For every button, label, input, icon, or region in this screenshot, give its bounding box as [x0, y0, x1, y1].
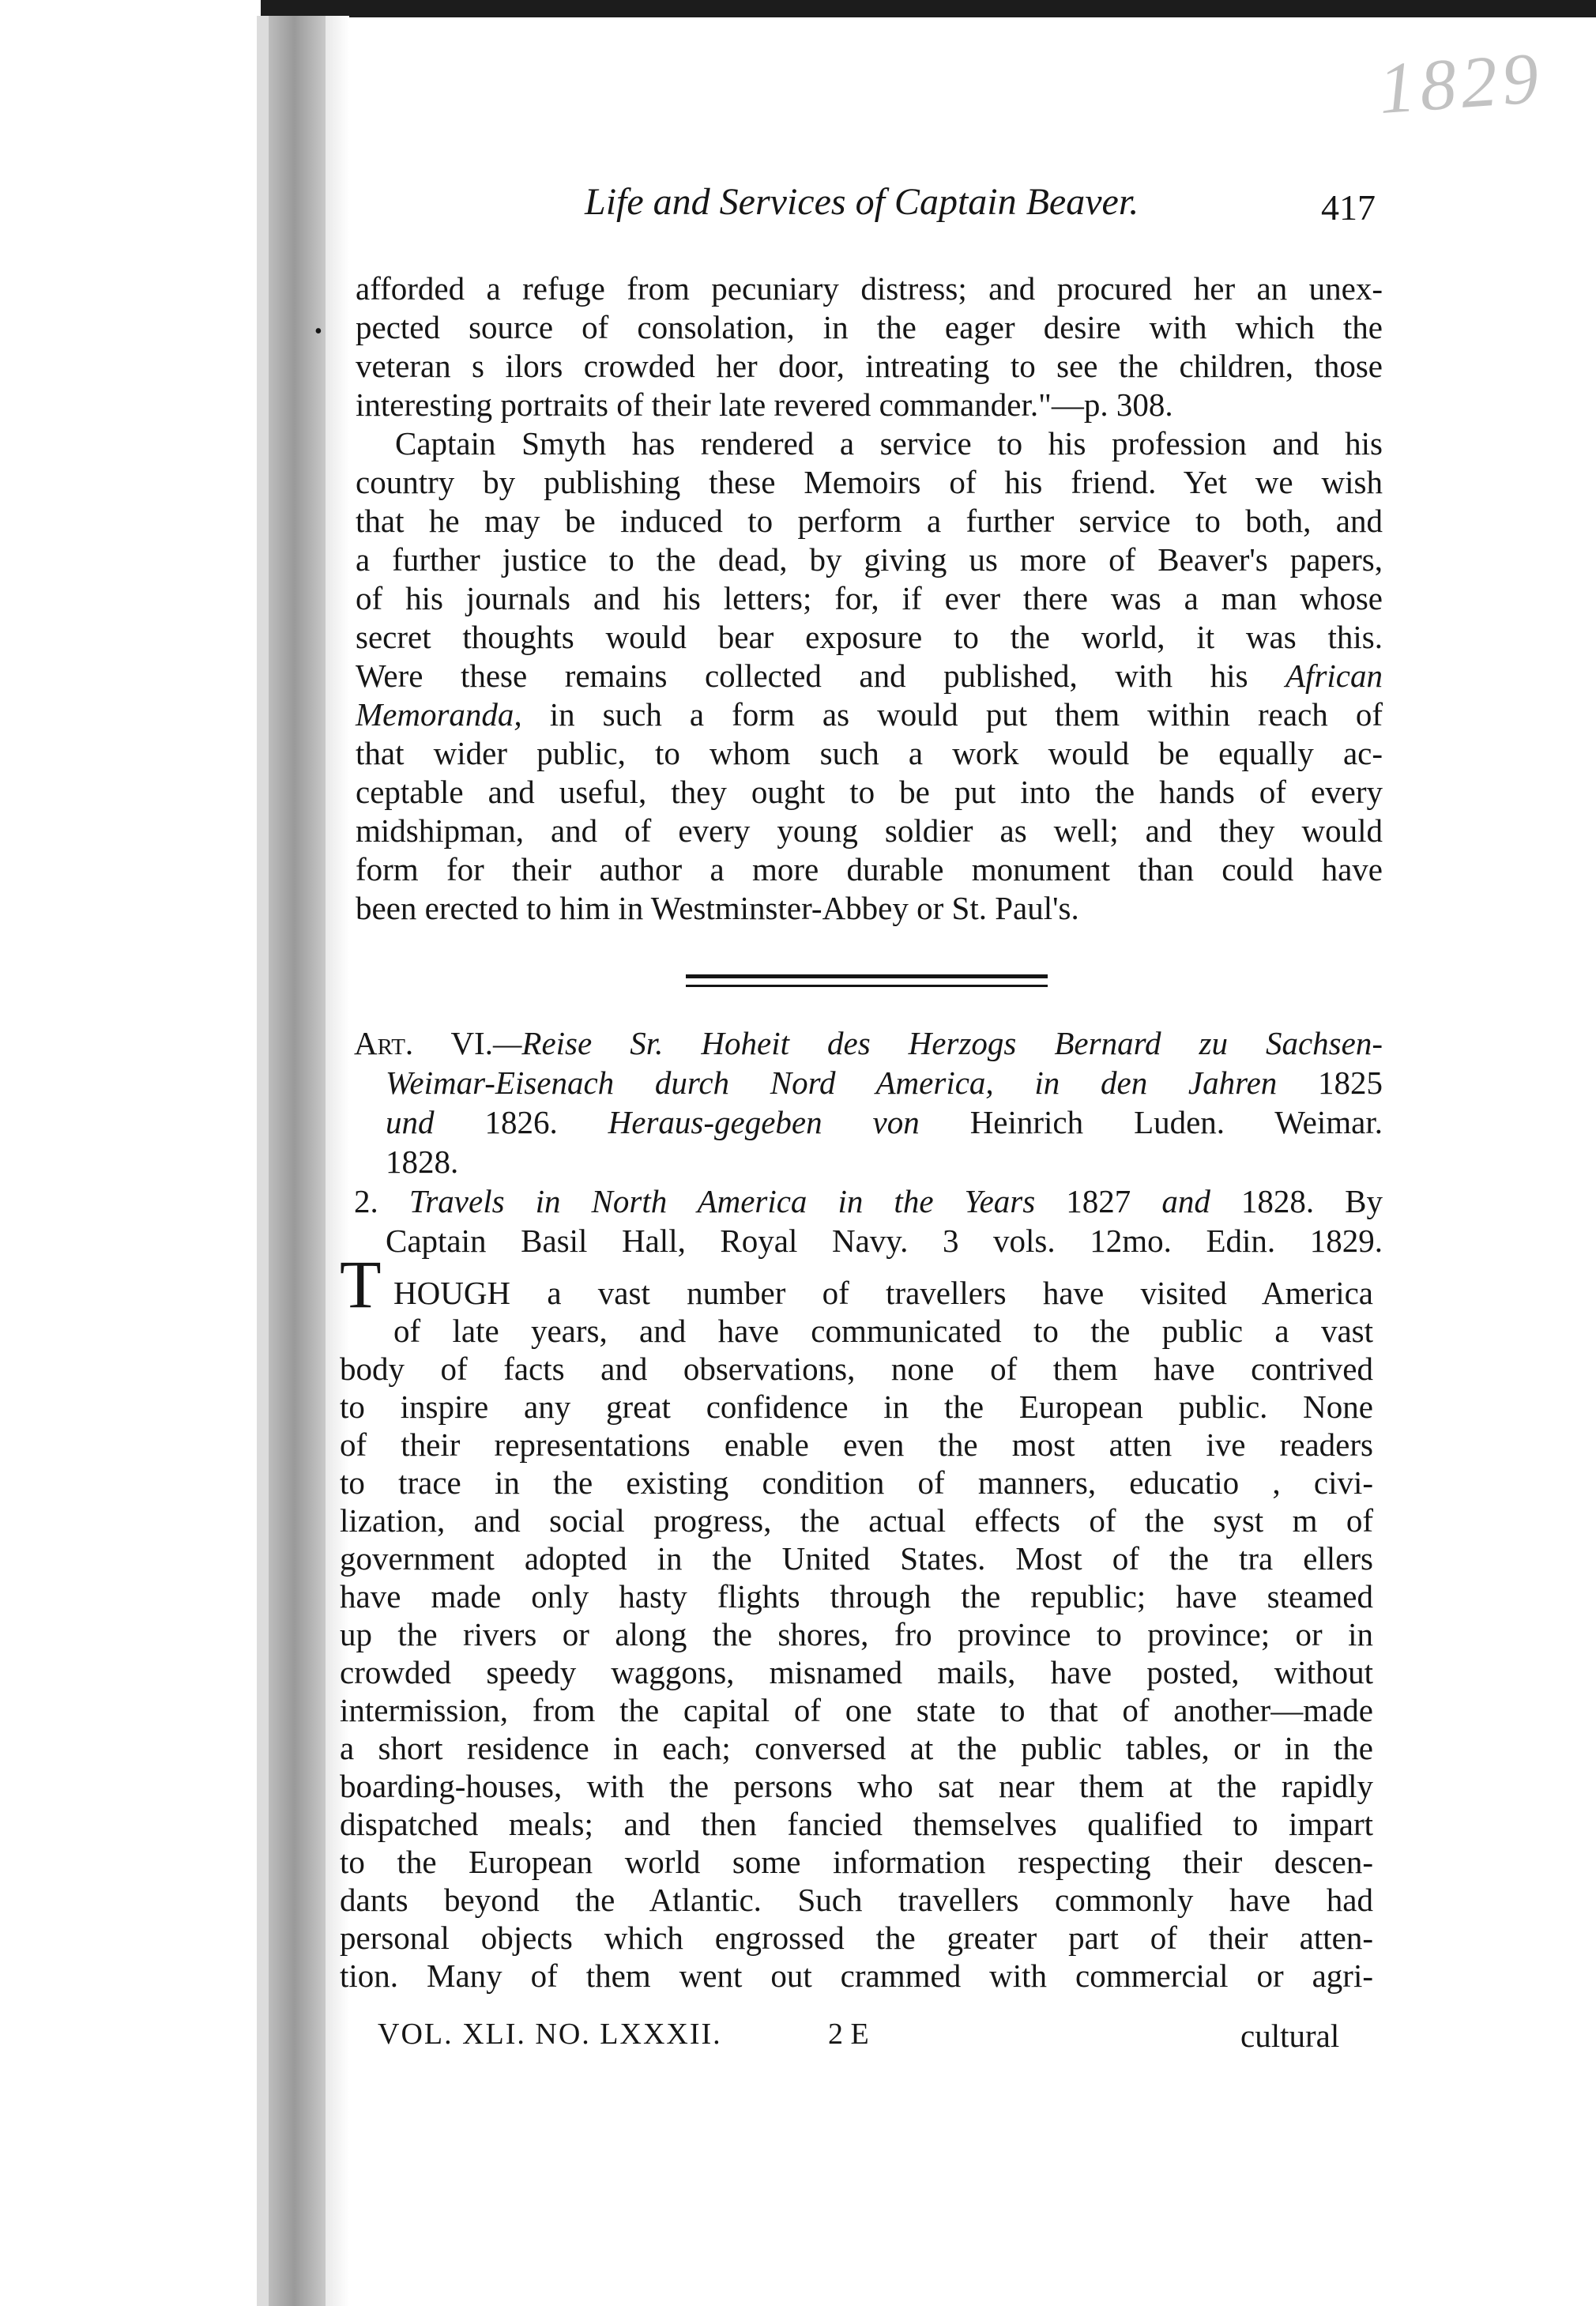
paragraph-line: country by publishing these Memoirs of his friend. Yet we wish — [356, 464, 1383, 500]
paragraph-line: Were these remains collected and published, with his African — [356, 658, 1383, 694]
quote-line: afforded a refuge from pecuniary distress; and procured her an unex- — [356, 270, 1383, 307]
body-line: boarding-houses, with the persons who sat near them at the rapidly — [340, 1768, 1373, 1804]
body-line: personal objects which engrossed the greater part of their atten- — [340, 1920, 1373, 1956]
margin-annotation: 1829 — [1376, 36, 1546, 130]
article-heading-line: Art. VI.—Reise Sr. Hoheit des Herzogs Bernard zu Sachsen- — [354, 1025, 1383, 1061]
margin-bullet-mark: • — [314, 319, 322, 344]
section-divider-top — [686, 974, 1048, 978]
body-line: HOUGH a vast number of travellers have visited America — [393, 1275, 1373, 1311]
page-gutter-edge — [257, 16, 269, 2306]
page-gutter-shadow — [269, 16, 326, 2306]
body-line: to the European world some information respecting their descen- — [340, 1844, 1373, 1880]
body-line: to inspire any great confidence in the European public. None — [340, 1388, 1373, 1425]
paragraph-line: secret thoughts would bear exposure to the world, it was this. — [356, 619, 1383, 655]
paragraph-line: a further justice to the dead, by giving us more of Beaver's papers, — [356, 541, 1383, 578]
body-line: of their representations enable even the most atten ive readers — [340, 1426, 1373, 1463]
drop-cap: T — [340, 1246, 382, 1322]
paragraph-line: Captain Smyth has rendered a service to his profession and his — [395, 425, 1383, 462]
body-line: of late years, and have communicated to the public a vast — [393, 1313, 1373, 1349]
page-number: 417 — [1321, 187, 1376, 228]
article-heading-line: 1828. — [386, 1144, 459, 1180]
paragraph-line: form for their author a more durable monument than could have — [356, 851, 1383, 887]
body-line: body of facts and observations, none of them have contrived — [340, 1351, 1373, 1387]
paragraph-line: Memoranda, in such a form as would put them within reach of — [356, 696, 1383, 733]
running-title: Life and Services of Captain Beaver. — [585, 181, 1139, 223]
body-line: have made only hasty flights through the republic; have steamed — [340, 1578, 1373, 1615]
article-heading-line: Weimar-Eisenach durch Nord America, in den Jahren 1825 — [386, 1064, 1383, 1101]
paragraph-line: that he may be induced to perform a further service to both, and — [356, 503, 1383, 539]
paragraph-line: been erected to him in Westminster-Abbey or St. Paul's. — [356, 890, 1079, 926]
volume-number: VOL. XLI. NO. LXXXII. — [378, 2018, 722, 2051]
paragraph-line: that wider public, to whom such a work would be equally ac- — [356, 735, 1383, 771]
body-line: up the rivers or along the shores, fro province to province; or in — [340, 1616, 1373, 1652]
article-heading-line: Captain Basil Hall, Royal Navy. 3 vols. 12mo. Edin. 1829. — [386, 1223, 1383, 1259]
quote-line: veteran s ilors crowded her door, intreating to see the children, those — [356, 348, 1383, 384]
body-line: a short residence in each; conversed at the public tables, or in the — [340, 1730, 1373, 1766]
paragraph-line: of his journals and his letters; for, if ever there was a man whose — [356, 580, 1383, 616]
paragraph-line: ceptable and useful, they ought to be put into the hands of every — [356, 774, 1383, 810]
paragraph-line: midshipman, and of every young soldier as well; and they would — [356, 812, 1383, 849]
body-line: tion. Many of them went out crammed with commercial or agri- — [340, 1957, 1373, 1994]
catchword: cultural — [1240, 2018, 1340, 2054]
body-line: lization, and social progress, the actual effects of the syst m of — [340, 1502, 1373, 1539]
section-divider-bottom — [686, 985, 1048, 987]
article-heading-line: 2. Travels in North America in the Years 1827 and 1828. By — [354, 1183, 1383, 1219]
quote-line: interesting portraits of their late revered commander."—p. 308. — [356, 386, 1173, 423]
body-line: dants beyond the Atlantic. Such travellers commonly have had — [340, 1882, 1373, 1918]
body-line: dispatched meals; and then fancied themselves qualified to impart — [340, 1806, 1373, 1842]
signature-mark: 2 E — [828, 2018, 869, 2051]
body-line: crowded speedy waggons, misnamed mails, have posted, without — [340, 1654, 1373, 1690]
scan-top-edge — [261, 0, 1596, 17]
body-line: intermission, from the capital of one state to that of another—made — [340, 1692, 1373, 1728]
body-line: government adopted in the United States. Most of the tra ellers — [340, 1540, 1373, 1577]
body-line: to trace in the existing condition of manners, educatio , civi- — [340, 1464, 1373, 1501]
article-heading-line: und 1826. Heraus-gegeben von Heinrich Luden. Weimar. — [386, 1104, 1383, 1140]
quote-line: pected source of consolation, in the eager desire with which the — [356, 309, 1383, 345]
